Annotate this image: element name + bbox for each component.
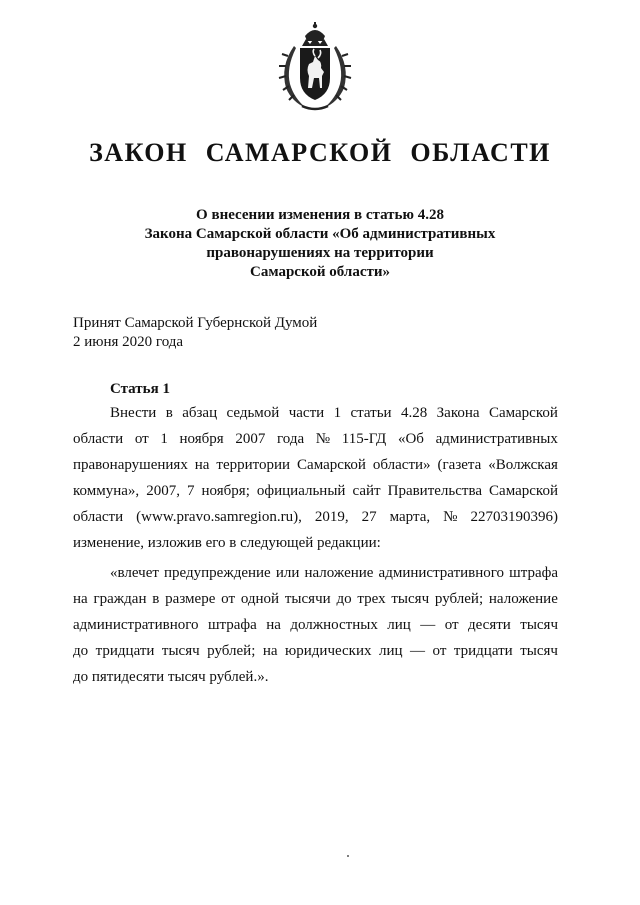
paragraph-line bbox=[73, 478, 558, 504]
word: штрафа bbox=[207, 617, 257, 633]
word: «Волжская bbox=[488, 457, 558, 473]
word: территории bbox=[216, 457, 291, 473]
word: 1 bbox=[160, 431, 168, 447]
word: лиц bbox=[387, 617, 411, 633]
subject-line: О внесении изменения в статью 4.28 bbox=[196, 207, 444, 223]
word: административного bbox=[73, 617, 199, 633]
word: Самарской bbox=[489, 483, 558, 499]
word: тысяч bbox=[520, 643, 558, 659]
word: 4.28 bbox=[401, 405, 428, 421]
adoption-date: 2 июня 2020 года bbox=[73, 334, 184, 350]
word: на bbox=[73, 591, 88, 607]
adoption-info bbox=[73, 314, 317, 352]
paragraph-line bbox=[73, 638, 558, 664]
word: 7 bbox=[186, 483, 195, 499]
samara-coat-of-arms-icon bbox=[272, 22, 358, 114]
word: на bbox=[266, 617, 281, 633]
paragraph-line: до пятидесяти тысяч рублей.». bbox=[73, 669, 269, 685]
word: Самарской bbox=[297, 457, 366, 473]
word: размере bbox=[165, 591, 216, 607]
word: рублей; bbox=[207, 643, 256, 659]
word: 115-ГД bbox=[341, 431, 387, 447]
word: должностных bbox=[290, 617, 378, 633]
word: Правительства bbox=[387, 483, 483, 499]
word: области bbox=[73, 509, 124, 525]
paragraph-line bbox=[73, 400, 558, 426]
word: трех bbox=[357, 591, 386, 607]
word: 2019, bbox=[314, 509, 349, 525]
paragraph-line bbox=[73, 586, 558, 612]
word: тысяч bbox=[161, 643, 200, 659]
word: «влечет bbox=[110, 565, 159, 581]
word: тысячи bbox=[284, 591, 331, 607]
word: ноября; bbox=[201, 483, 250, 499]
word: до bbox=[336, 591, 352, 607]
word: от bbox=[444, 617, 459, 633]
word: в bbox=[165, 405, 173, 421]
word: от bbox=[221, 591, 236, 607]
paragraph-line: изменение, изложив его в следующей редакции: bbox=[73, 535, 381, 551]
word: тысяч bbox=[520, 617, 558, 633]
word: 1 bbox=[333, 405, 342, 421]
word: в bbox=[152, 591, 160, 607]
article-heading: Статья 1 bbox=[110, 381, 170, 397]
word: рублей; bbox=[434, 591, 484, 607]
word: ноября bbox=[179, 431, 224, 447]
word: 27 bbox=[361, 509, 377, 525]
word: от bbox=[432, 643, 447, 659]
word: правонарушениях bbox=[73, 457, 188, 473]
scan-speck bbox=[347, 855, 349, 857]
word: № bbox=[315, 431, 331, 447]
word: юридических bbox=[285, 643, 372, 659]
document-title: ЗАКОН САМАРСКОЙ ОБЛАСТИ bbox=[89, 138, 551, 167]
word: года bbox=[276, 431, 305, 447]
word: административного bbox=[378, 565, 505, 581]
word: 2007, bbox=[146, 483, 180, 499]
word: десяти bbox=[468, 617, 511, 633]
word: тридцати bbox=[95, 643, 155, 659]
article-paragraph-1 bbox=[73, 400, 558, 556]
word: 2007 bbox=[235, 431, 266, 447]
paragraph-line bbox=[73, 504, 558, 530]
law-subject bbox=[100, 206, 540, 282]
word: предупреждение bbox=[164, 565, 271, 581]
word: штрафа bbox=[509, 565, 558, 581]
word: 22703190396) bbox=[470, 509, 558, 525]
word: тридцати bbox=[453, 643, 513, 659]
word: части bbox=[288, 405, 325, 421]
word: (www.pravo.samregion.ru), bbox=[136, 509, 302, 525]
word: области bbox=[73, 431, 124, 447]
word: или bbox=[275, 565, 300, 581]
word: наложение bbox=[304, 565, 374, 581]
word: тысяч bbox=[391, 591, 430, 607]
word: одной bbox=[240, 591, 280, 607]
word: лиц bbox=[379, 643, 403, 659]
paragraph-line bbox=[73, 426, 558, 452]
word: наложение bbox=[488, 591, 558, 607]
subject-line: Закона Самарской области «Об административных bbox=[144, 226, 496, 242]
word: области» bbox=[372, 457, 431, 473]
word: статьи bbox=[350, 405, 392, 421]
word: Самарской bbox=[488, 405, 558, 421]
word: административных bbox=[435, 431, 558, 447]
paragraph-line bbox=[73, 612, 558, 638]
article-paragraph-2 bbox=[73, 560, 558, 690]
word: марта, bbox=[389, 509, 431, 525]
word: на bbox=[194, 457, 210, 473]
word: седьмой bbox=[226, 405, 280, 421]
word: «Об bbox=[397, 431, 424, 447]
word: Закона bbox=[436, 405, 480, 421]
word: граждан bbox=[93, 591, 147, 607]
word: на bbox=[262, 643, 278, 659]
word: до bbox=[73, 643, 89, 659]
paragraph-line bbox=[73, 452, 558, 478]
word: абзац bbox=[182, 405, 218, 421]
word: № bbox=[443, 509, 458, 525]
word: — bbox=[420, 617, 436, 633]
word: сайт bbox=[352, 483, 381, 499]
word: официальный bbox=[256, 483, 346, 499]
subject-line: правонарушениях на территории bbox=[206, 245, 434, 261]
adoption-line: Принят Самарской Губернской Думой bbox=[73, 315, 318, 331]
word: коммуна», bbox=[73, 483, 140, 499]
paragraph-line bbox=[73, 560, 558, 586]
word: — bbox=[410, 643, 426, 659]
word: Внести bbox=[110, 405, 157, 421]
subject-line: Самарской области» bbox=[250, 264, 390, 280]
word: от bbox=[134, 431, 149, 447]
word: (газета bbox=[437, 457, 482, 473]
